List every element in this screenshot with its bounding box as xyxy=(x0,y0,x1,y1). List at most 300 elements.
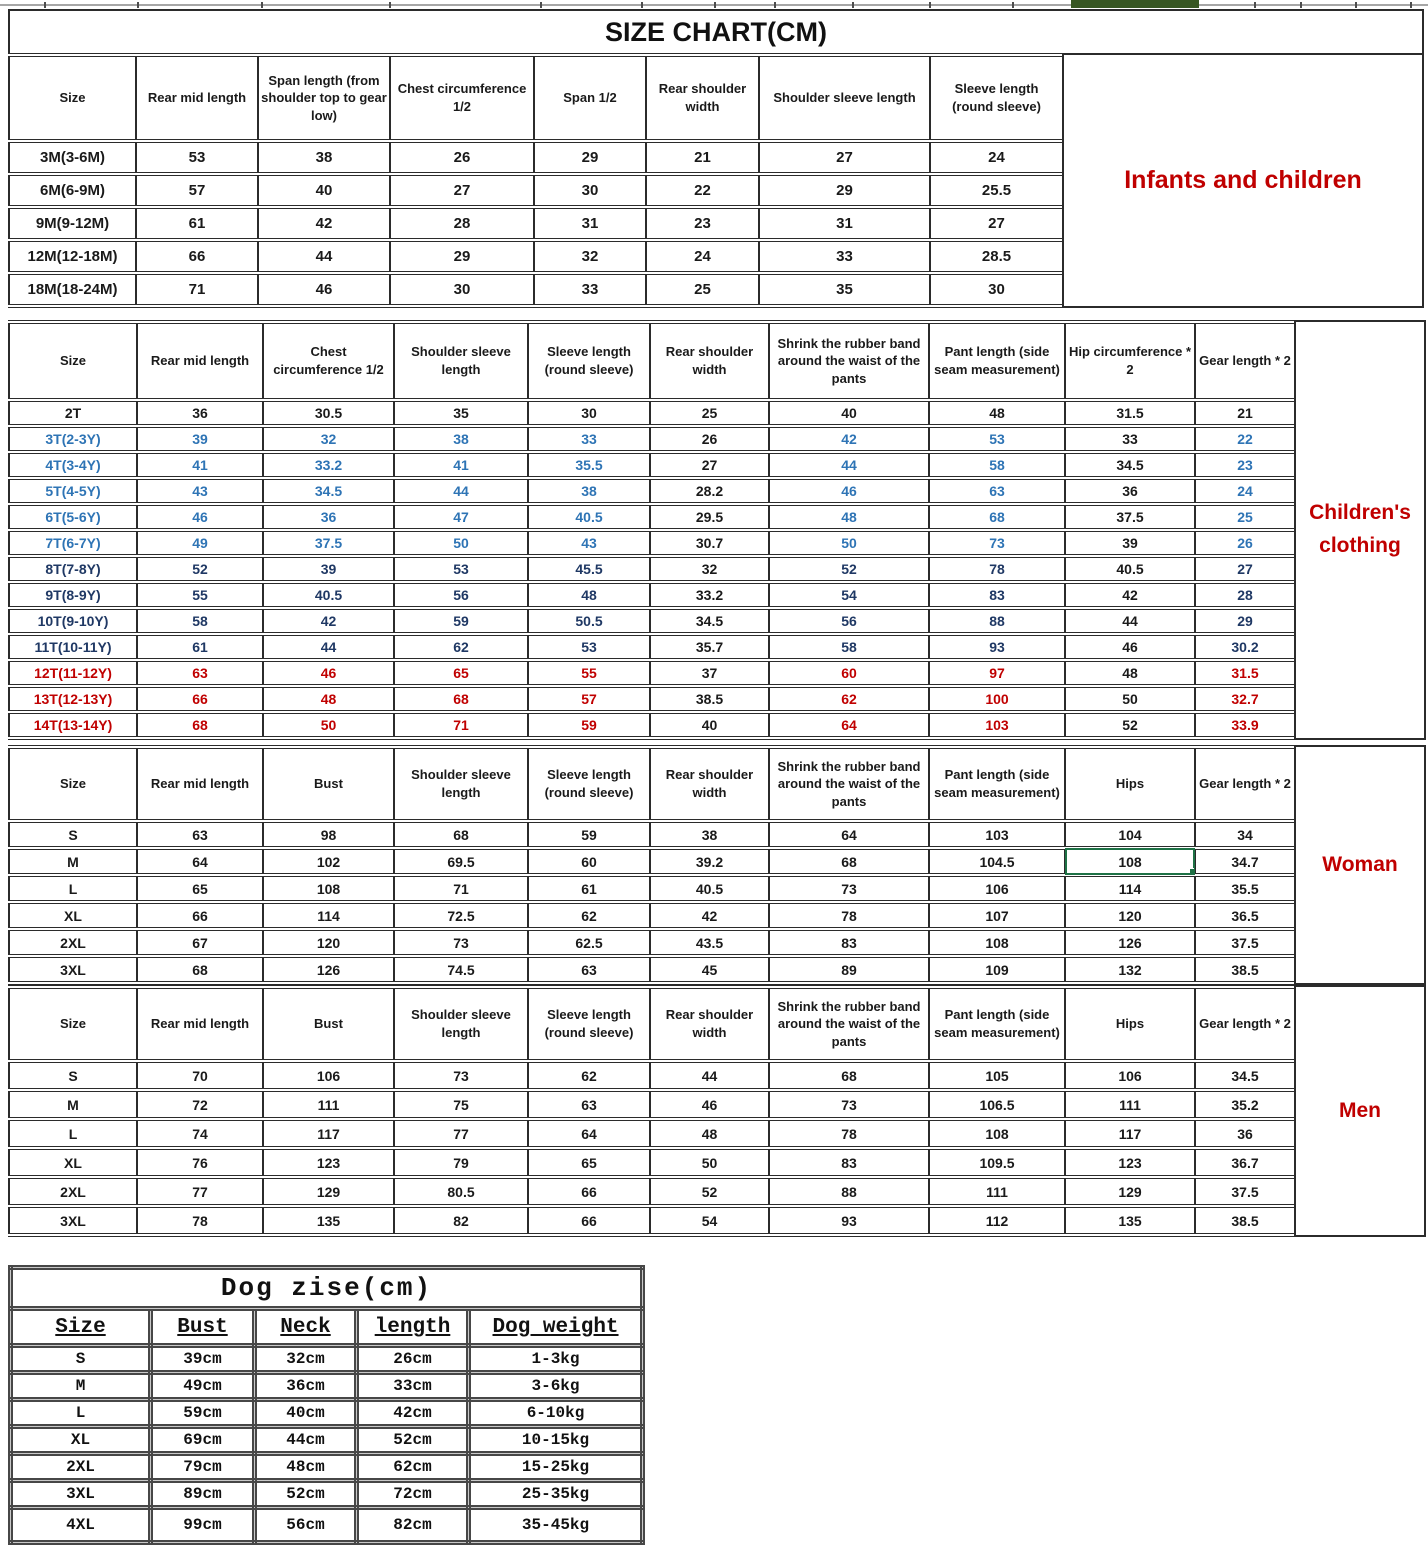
cell: 27 xyxy=(930,207,1063,240)
cell: 36cm xyxy=(255,1373,357,1400)
cell: 25 xyxy=(646,273,759,306)
cell: 93 xyxy=(929,634,1065,660)
column-tick xyxy=(1410,2,1412,8)
cell: 109 xyxy=(929,956,1065,983)
cell: 46 xyxy=(769,478,929,504)
cell: 103 xyxy=(929,712,1065,738)
cell: 35.7 xyxy=(650,634,769,660)
cell: 50 xyxy=(394,530,528,556)
column-header: Rear mid length xyxy=(137,747,263,821)
cell: XL xyxy=(11,1427,151,1454)
cell: M xyxy=(11,1373,151,1400)
cell: 58 xyxy=(137,608,263,634)
cell: 66 xyxy=(137,686,263,712)
cell: 68 xyxy=(929,504,1065,530)
cell: 13T(12-13Y) xyxy=(9,686,137,712)
column-header: Sleeve length (round sleeve) xyxy=(528,747,650,821)
cell: 58 xyxy=(769,634,929,660)
cell: 32 xyxy=(263,426,394,452)
cell: 30 xyxy=(930,273,1063,306)
cell: 126 xyxy=(263,956,394,983)
cell: 78 xyxy=(929,556,1065,582)
dog-size-table xyxy=(8,1265,645,1545)
cell: 42 xyxy=(263,608,394,634)
table-row xyxy=(9,1090,1295,1119)
cell: 38 xyxy=(650,821,769,848)
column-header: Rear shoulder width xyxy=(650,322,769,400)
cell: 22 xyxy=(1195,426,1295,452)
cell: 74.5 xyxy=(394,956,528,983)
cell: 106 xyxy=(929,875,1065,902)
children-label: Children's clothing xyxy=(1294,320,1426,740)
cell: 64 xyxy=(769,821,929,848)
cell: 52cm xyxy=(357,1427,469,1454)
column-tick xyxy=(1254,2,1256,8)
cell: 64 xyxy=(769,712,929,738)
cell: 39 xyxy=(137,426,263,452)
cell: M xyxy=(9,848,137,875)
cell: 89cm xyxy=(151,1481,255,1508)
cell: 68 xyxy=(394,686,528,712)
cell: 52 xyxy=(769,556,929,582)
column-header: Shoulder sleeve length xyxy=(759,55,930,141)
cell: 32 xyxy=(650,556,769,582)
cell: 38.5 xyxy=(650,686,769,712)
cell: 72cm xyxy=(357,1481,469,1508)
cell: 26 xyxy=(1195,530,1295,556)
cell: 66 xyxy=(136,240,258,273)
cell: 26cm xyxy=(357,1346,469,1373)
column-header: Hips xyxy=(1065,987,1195,1061)
cell: 102 xyxy=(263,848,394,875)
green-cell-highlight xyxy=(1071,0,1199,8)
cell: M xyxy=(9,1090,137,1119)
column-tick xyxy=(1300,2,1302,8)
cell: 63 xyxy=(137,821,263,848)
cell: 9T(8-9Y) xyxy=(9,582,137,608)
cell: 37.5 xyxy=(263,530,394,556)
table-row xyxy=(9,174,1063,207)
cell: 59 xyxy=(528,712,650,738)
cell: 56 xyxy=(394,582,528,608)
table-row xyxy=(9,1177,1295,1206)
cell: 36.7 xyxy=(1195,1148,1295,1177)
table-row xyxy=(9,821,1295,848)
cell: 38.5 xyxy=(1195,956,1295,983)
cell: 33 xyxy=(1065,426,1195,452)
cell: 53 xyxy=(136,141,258,174)
cell: 82cm xyxy=(357,1508,469,1543)
cell: 32 xyxy=(534,240,646,273)
children-size-table xyxy=(8,320,1296,740)
table-row xyxy=(9,875,1295,902)
cell: 72.5 xyxy=(394,902,528,929)
cell: 37 xyxy=(650,660,769,686)
cell: L xyxy=(9,875,137,902)
cell: 45 xyxy=(650,956,769,983)
column-tick xyxy=(540,2,542,8)
column-header: Size xyxy=(9,987,137,1061)
cell: 66 xyxy=(528,1177,650,1206)
column-header: Rear mid length xyxy=(136,55,258,141)
cell: 30.2 xyxy=(1195,634,1295,660)
cell: 1-3kg xyxy=(469,1346,643,1373)
column-header: Shrink the rubber band around the waist of the pants xyxy=(769,987,929,1061)
cell: 44 xyxy=(263,634,394,660)
cell: 83 xyxy=(769,1148,929,1177)
cell: 48 xyxy=(929,400,1065,426)
cell: 82 xyxy=(394,1206,528,1235)
column-header: Neck xyxy=(255,1309,357,1346)
column-header: Pant length (side seam measurement) xyxy=(929,987,1065,1061)
cell: 35-45kg xyxy=(469,1508,643,1543)
cell: XL xyxy=(9,1148,137,1177)
cell: 6M(6-9M) xyxy=(9,174,136,207)
cell: 62.5 xyxy=(528,929,650,956)
cell: 68 xyxy=(137,956,263,983)
men-section xyxy=(0,985,1428,1237)
cell: 77 xyxy=(137,1177,263,1206)
column-header: Size xyxy=(9,322,137,400)
cell: 23 xyxy=(646,207,759,240)
table-row xyxy=(9,686,1295,712)
cell: 79cm xyxy=(151,1454,255,1481)
cell: 62 xyxy=(528,902,650,929)
column-header: Shrink the rubber band around the waist of the pants xyxy=(769,322,929,400)
cell: 54 xyxy=(650,1206,769,1235)
cell: 105 xyxy=(929,1061,1065,1090)
cell: 41 xyxy=(394,452,528,478)
cell: 108 xyxy=(929,929,1065,956)
table-row xyxy=(9,956,1295,983)
cell: 48 xyxy=(1065,660,1195,686)
cell: 63 xyxy=(929,478,1065,504)
cell: 34.5 xyxy=(650,608,769,634)
column-tick xyxy=(714,2,716,8)
cell: 55 xyxy=(528,660,650,686)
table-row xyxy=(9,1148,1295,1177)
cell: 54 xyxy=(769,582,929,608)
cell: 78 xyxy=(769,902,929,929)
column-header: Size xyxy=(11,1309,151,1346)
table-row xyxy=(9,478,1295,504)
table-row xyxy=(11,1481,643,1508)
cell: 44 xyxy=(258,240,390,273)
column-header: Pant length (side seam measurement) xyxy=(929,322,1065,400)
table-row xyxy=(9,141,1063,174)
cell: 23 xyxy=(1195,452,1295,478)
column-tick xyxy=(137,2,139,8)
column-header: Shoulder sleeve length xyxy=(394,322,528,400)
cell: 45.5 xyxy=(528,556,650,582)
cell: 31 xyxy=(759,207,930,240)
cell: 111 xyxy=(1065,1090,1195,1119)
cell: 37.5 xyxy=(1195,1177,1295,1206)
column-tick xyxy=(774,2,776,8)
cell: 50 xyxy=(769,530,929,556)
table-row xyxy=(9,1206,1295,1235)
table-row xyxy=(9,848,1295,875)
cell: 117 xyxy=(1065,1119,1195,1148)
cell: 36 xyxy=(263,504,394,530)
cell: 27 xyxy=(1195,556,1295,582)
cell: 97 xyxy=(929,660,1065,686)
cell: 43.5 xyxy=(650,929,769,956)
cell: 29 xyxy=(1195,608,1295,634)
column-tick xyxy=(641,2,643,8)
cell: 135 xyxy=(1065,1206,1195,1235)
cell: 48 xyxy=(769,504,929,530)
cell: 57 xyxy=(528,686,650,712)
cell: 35.5 xyxy=(528,452,650,478)
cell: 40 xyxy=(650,712,769,738)
cell: 5T(4-5Y) xyxy=(9,478,137,504)
cell: 50 xyxy=(650,1148,769,1177)
cell: 3XL xyxy=(11,1481,151,1508)
cell: 55 xyxy=(137,582,263,608)
cell: 52cm xyxy=(255,1481,357,1508)
men-label: Men xyxy=(1294,985,1426,1237)
cell: 24 xyxy=(1195,478,1295,504)
cell: 53 xyxy=(929,426,1065,452)
column-header: Size xyxy=(9,747,137,821)
column-header: Size xyxy=(9,55,136,141)
cell: 64 xyxy=(528,1119,650,1148)
cell: 24 xyxy=(930,141,1063,174)
cell: 59cm xyxy=(151,1400,255,1427)
cell: 3XL xyxy=(9,956,137,983)
cell: 73 xyxy=(394,929,528,956)
cell: 26 xyxy=(650,426,769,452)
cell: 31.5 xyxy=(1065,400,1195,426)
cell: 18M(18-24M) xyxy=(9,273,136,306)
table-row xyxy=(9,634,1295,660)
cell: 29 xyxy=(390,240,534,273)
cell: 3T(2-3Y) xyxy=(9,426,137,452)
cell: 27 xyxy=(390,174,534,207)
cell: 76 xyxy=(137,1148,263,1177)
column-header: Rear mid length xyxy=(137,987,263,1061)
column-header: Sleeve length (round sleeve) xyxy=(930,55,1063,141)
cell: 63 xyxy=(528,956,650,983)
cell: 60 xyxy=(528,848,650,875)
cell: 40 xyxy=(258,174,390,207)
cell: 79 xyxy=(394,1148,528,1177)
cell: 40.5 xyxy=(528,504,650,530)
cell: 111 xyxy=(929,1177,1065,1206)
cell: 46 xyxy=(1065,634,1195,660)
cell: 40cm xyxy=(255,1400,357,1427)
size-chart-title-row xyxy=(8,9,1424,53)
cell: 6-10kg xyxy=(469,1400,643,1427)
table-row xyxy=(11,1346,643,1373)
table-row xyxy=(9,712,1295,738)
cell: 58 xyxy=(929,452,1065,478)
cell: 65 xyxy=(394,660,528,686)
column-header: Rear shoulder width xyxy=(650,987,769,1061)
table-row xyxy=(9,929,1295,956)
cell: 38.5 xyxy=(1195,1206,1295,1235)
cell: 52 xyxy=(137,556,263,582)
cell: 69cm xyxy=(151,1427,255,1454)
cell: 34.7 xyxy=(1195,848,1295,875)
column-tick xyxy=(929,2,931,8)
cell: 104 xyxy=(1065,821,1195,848)
cell: 12T(11-12Y) xyxy=(9,660,137,686)
cell: 103 xyxy=(929,821,1065,848)
cell: 120 xyxy=(263,929,394,956)
cell: 33.2 xyxy=(263,452,394,478)
cell: 29 xyxy=(759,174,930,207)
cell: 34 xyxy=(1195,821,1295,848)
cell: 32cm xyxy=(255,1346,357,1373)
column-header: Rear mid length xyxy=(137,322,263,400)
cell: 129 xyxy=(1065,1177,1195,1206)
cell: L xyxy=(9,1119,137,1148)
column-header: Rear shoulder width xyxy=(646,55,759,141)
cell: 75 xyxy=(394,1090,528,1119)
cell: 98 xyxy=(263,821,394,848)
table-row xyxy=(9,1061,1295,1090)
cell: 41 xyxy=(137,452,263,478)
cell: 72 xyxy=(137,1090,263,1119)
dog-table-title: Dog zise(cm) xyxy=(11,1268,643,1309)
cell: 30 xyxy=(534,174,646,207)
infants-label: Infants and children xyxy=(1062,53,1424,308)
cell: 112 xyxy=(929,1206,1065,1235)
cell: 73 xyxy=(929,530,1065,556)
cell: 60 xyxy=(769,660,929,686)
table-row xyxy=(9,902,1295,929)
cell: 40.5 xyxy=(650,875,769,902)
table-row xyxy=(9,1119,1295,1148)
cell: 64 xyxy=(137,848,263,875)
cell: 135 xyxy=(263,1206,394,1235)
cell: 47 xyxy=(394,504,528,530)
dog-section xyxy=(0,1265,1428,1545)
cell: 108 xyxy=(263,875,394,902)
cell: 38 xyxy=(258,141,390,174)
cell: 67 xyxy=(137,929,263,956)
table-row xyxy=(11,1400,643,1427)
column-header: Gear length * 2 xyxy=(1195,322,1295,400)
cell: 89 xyxy=(769,956,929,983)
cell: 68 xyxy=(769,1061,929,1090)
column-header: Shoulder sleeve length xyxy=(394,747,528,821)
cell: 114 xyxy=(263,902,394,929)
cell: 80.5 xyxy=(394,1177,528,1206)
column-header: Hips xyxy=(1065,747,1195,821)
header-row xyxy=(9,322,1295,400)
cell: 117 xyxy=(263,1119,394,1148)
cell: 65 xyxy=(137,875,263,902)
cell: 56cm xyxy=(255,1508,357,1543)
cell: S xyxy=(9,1061,137,1090)
cell: 2XL xyxy=(9,1177,137,1206)
cell: 2T xyxy=(9,400,137,426)
column-header: Gear length * 2 xyxy=(1195,987,1295,1061)
cell: 61 xyxy=(528,875,650,902)
cell: 120 xyxy=(1065,902,1195,929)
cell: 66 xyxy=(528,1206,650,1235)
cell: 28.5 xyxy=(930,240,1063,273)
cell: 15-25kg xyxy=(469,1454,643,1481)
cell: 25-35kg xyxy=(469,1481,643,1508)
cell: 46 xyxy=(137,504,263,530)
cell: 48 xyxy=(263,686,394,712)
cell: 8T(7-8Y) xyxy=(9,556,137,582)
cell: 59 xyxy=(394,608,528,634)
cell: 33 xyxy=(528,426,650,452)
cell: 38 xyxy=(528,478,650,504)
cell: 42 xyxy=(769,426,929,452)
cell: 61 xyxy=(136,207,258,240)
cell: 50 xyxy=(1065,686,1195,712)
cell: 30 xyxy=(528,400,650,426)
cell: 49cm xyxy=(151,1373,255,1400)
table-row xyxy=(9,582,1295,608)
cell: 48 xyxy=(528,582,650,608)
header-row xyxy=(9,987,1295,1061)
cell: 111 xyxy=(263,1090,394,1119)
cell: 25 xyxy=(1195,504,1295,530)
cell: 73 xyxy=(394,1061,528,1090)
cell: 44cm xyxy=(255,1427,357,1454)
cell: XL xyxy=(9,902,137,929)
woman-section xyxy=(0,745,1428,985)
cell: 88 xyxy=(769,1177,929,1206)
cell: 71 xyxy=(394,875,528,902)
woman-size-table xyxy=(8,745,1296,985)
cell: 26 xyxy=(390,141,534,174)
table-row xyxy=(9,452,1295,478)
table-row xyxy=(9,426,1295,452)
cell: 100 xyxy=(929,686,1065,712)
cell: L xyxy=(11,1400,151,1427)
cell: 42 xyxy=(1065,582,1195,608)
cell: 21 xyxy=(646,141,759,174)
column-header: length xyxy=(357,1309,469,1346)
cell: 2XL xyxy=(11,1454,151,1481)
cell: 11T(10-11Y) xyxy=(9,634,137,660)
cell: 78 xyxy=(137,1206,263,1235)
cell: 78 xyxy=(769,1119,929,1148)
cell: 62 xyxy=(769,686,929,712)
cell: 71 xyxy=(136,273,258,306)
cell: 63 xyxy=(528,1090,650,1119)
cell: 34.5 xyxy=(1065,452,1195,478)
cell: 7T(6-7Y) xyxy=(9,530,137,556)
cell: 73 xyxy=(769,1090,929,1119)
cell: 36 xyxy=(1065,478,1195,504)
selected-cell: 108 xyxy=(1065,848,1195,875)
cell: 83 xyxy=(769,929,929,956)
cell: 129 xyxy=(263,1177,394,1206)
cell: 33 xyxy=(759,240,930,273)
cell: 42 xyxy=(650,902,769,929)
column-tick xyxy=(389,2,391,8)
cell: 68 xyxy=(137,712,263,738)
column-header: Bust xyxy=(263,987,394,1061)
cell: 44 xyxy=(394,478,528,504)
table-row xyxy=(9,240,1063,273)
cell: 37.5 xyxy=(1065,504,1195,530)
cell: 35 xyxy=(759,273,930,306)
cell: 74 xyxy=(137,1119,263,1148)
cell: 53 xyxy=(394,556,528,582)
column-tick xyxy=(1012,2,1014,8)
table-row xyxy=(9,530,1295,556)
